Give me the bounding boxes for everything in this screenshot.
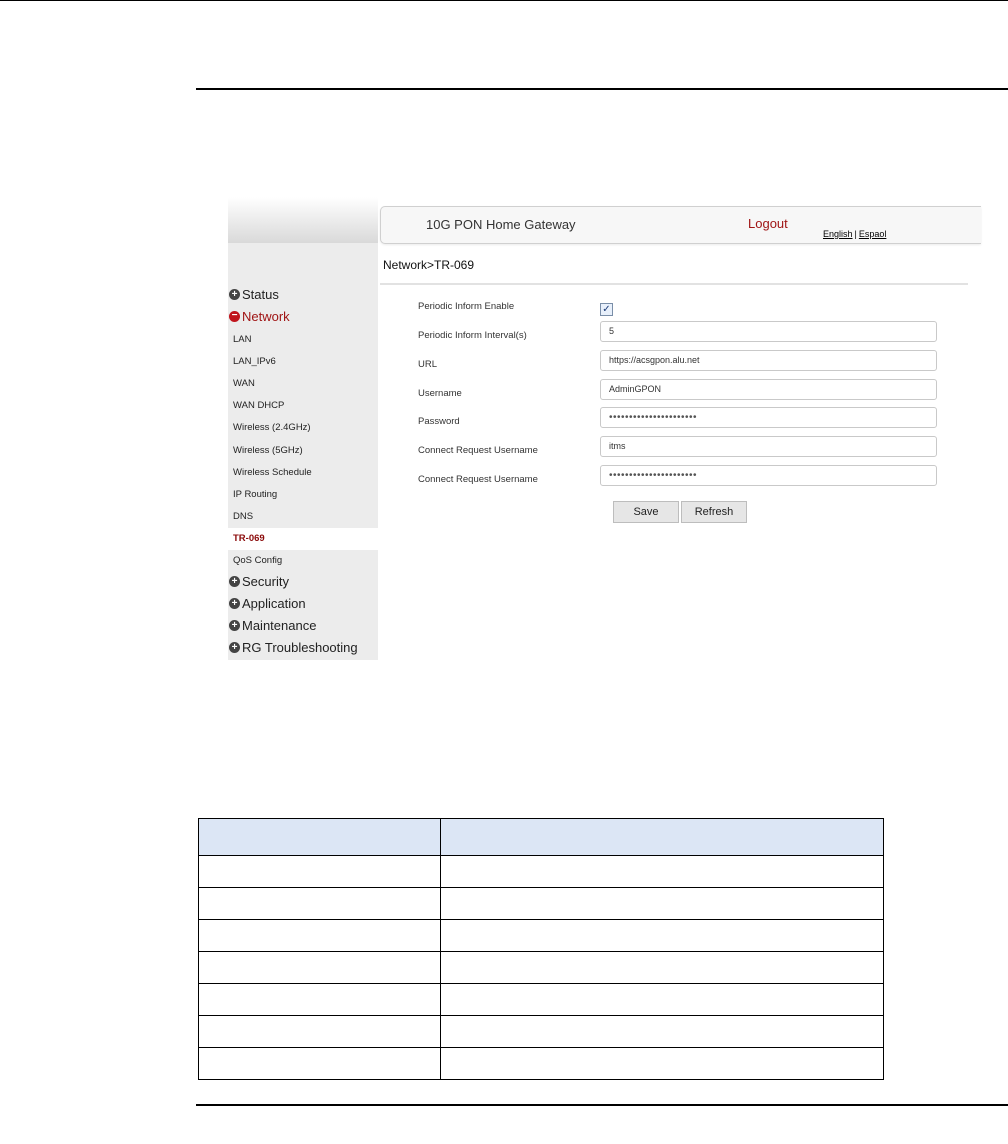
sidebar-item-label: Security xyxy=(242,574,289,589)
periodic-inform-enable-label: Periodic Inform Enable xyxy=(418,301,515,312)
expand-plus-icon: + xyxy=(229,642,240,653)
connect-request-password-label: Connect Request Username xyxy=(418,474,538,485)
sidebar-item-rg-troubleshooting[interactable] xyxy=(229,640,358,655)
header-rule xyxy=(196,88,1008,90)
sidebar-subitem-wireless-24[interactable]: Wireless (2.4GHz) xyxy=(233,422,311,433)
collapse-minus-icon: − xyxy=(229,311,240,322)
sidebar-subitem-wireless-schedule[interactable]: Wireless Schedule xyxy=(233,467,312,478)
table-cell xyxy=(199,952,441,984)
table-cell xyxy=(441,952,884,984)
table-cell xyxy=(441,856,884,888)
table-cell xyxy=(441,920,884,952)
gateway-title: 10G PON Home Gateway xyxy=(426,217,576,232)
sidebar-top-gradient xyxy=(228,197,378,243)
table-cell xyxy=(441,1048,884,1080)
sidebar-item-security[interactable] xyxy=(229,574,289,589)
connect-request-username-input[interactable]: itms xyxy=(600,436,937,457)
sidebar-item-label: Network xyxy=(242,309,290,324)
parameter-table xyxy=(198,818,884,1080)
sidebar-item-label: Maintenance xyxy=(242,618,317,633)
sidebar-subitem-lan-ipv6[interactable]: LAN_IPv6 xyxy=(233,356,276,367)
table-row xyxy=(199,984,884,1016)
table-cell xyxy=(199,984,441,1016)
page-top-border xyxy=(0,0,1008,1)
sidebar-item-application[interactable] xyxy=(229,596,306,611)
url-label: URL xyxy=(418,359,438,370)
sidebar-subitem-wan[interactable]: WAN xyxy=(233,378,255,389)
sidebar-item-maintenance[interactable] xyxy=(229,618,316,633)
sidebar-subitem-lan[interactable]: LAN xyxy=(233,334,252,345)
sidebar-item-network[interactable] xyxy=(229,309,290,324)
logout-link[interactable]: Logout xyxy=(748,216,788,231)
expand-plus-icon: + xyxy=(229,289,240,300)
table-header-cell xyxy=(199,819,441,856)
table-row xyxy=(199,856,884,888)
password-label: Password xyxy=(418,416,460,427)
language-selector xyxy=(823,229,886,239)
breadcrumb-divider xyxy=(380,283,968,285)
sidebar-subitem-wireless-5[interactable]: Wireless (5GHz) xyxy=(233,445,303,456)
expand-plus-icon: + xyxy=(229,620,240,631)
table-row xyxy=(199,1048,884,1080)
table-cell xyxy=(441,1016,884,1048)
table-row xyxy=(199,920,884,952)
footer-rule xyxy=(196,1104,1008,1106)
sidebar-item-label: Status xyxy=(242,287,279,302)
table-header-row xyxy=(199,819,884,856)
sidebar-subitem-wan-dhcp[interactable]: WAN DHCP xyxy=(233,400,285,411)
username-input[interactable]: AdminGPON xyxy=(600,379,937,400)
table-cell xyxy=(199,888,441,920)
table-cell xyxy=(199,1048,441,1080)
username-label: Username xyxy=(418,388,462,399)
save-button[interactable]: Save xyxy=(613,501,679,523)
expand-plus-icon: + xyxy=(229,598,240,609)
table-cell xyxy=(441,984,884,1016)
sidebar-subitem-dns[interactable]: DNS xyxy=(233,511,254,522)
breadcrumb: Network>TR-069 xyxy=(383,258,475,272)
table-row xyxy=(199,1016,884,1048)
table-cell xyxy=(199,920,441,952)
checkmark-icon: ✓ xyxy=(602,304,611,315)
english-link[interactable]: English xyxy=(823,229,853,239)
connect-request-password-input[interactable]: •••••••••••••••••••••• xyxy=(600,465,937,486)
expand-plus-icon: + xyxy=(229,576,240,587)
table-cell xyxy=(199,856,441,888)
sidebar-item-label: Application xyxy=(242,596,306,611)
table-row xyxy=(199,952,884,984)
periodic-inform-interval-input[interactable]: 5 xyxy=(600,321,937,342)
refresh-button[interactable]: Refresh xyxy=(681,501,747,523)
url-input[interactable]: https://acsgpon.alu.net xyxy=(600,350,937,371)
sidebar-subitem-tr069[interactable]: TR-069 xyxy=(233,533,265,544)
sidebar-item-label: RG Troubleshooting xyxy=(242,640,358,655)
table-header-cell xyxy=(441,819,884,856)
spanish-link[interactable]: Espaol xyxy=(858,229,887,239)
connect-request-username-label: Connect Request Username xyxy=(418,445,538,456)
sidebar-item-status[interactable] xyxy=(229,287,279,302)
periodic-inform-enable-checkbox[interactable] xyxy=(600,303,613,316)
password-input[interactable]: •••••••••••••••••••••• xyxy=(600,407,937,428)
table-row xyxy=(199,888,884,920)
periodic-inform-interval-label: Periodic Inform Interval(s) xyxy=(418,330,527,341)
sidebar-subitem-ip-routing[interactable]: IP Routing xyxy=(233,489,278,500)
table-cell xyxy=(441,888,884,920)
sidebar-subitem-qos-config[interactable]: QoS Config xyxy=(233,555,283,566)
table-cell xyxy=(199,1016,441,1048)
language-separator: | xyxy=(854,229,857,239)
